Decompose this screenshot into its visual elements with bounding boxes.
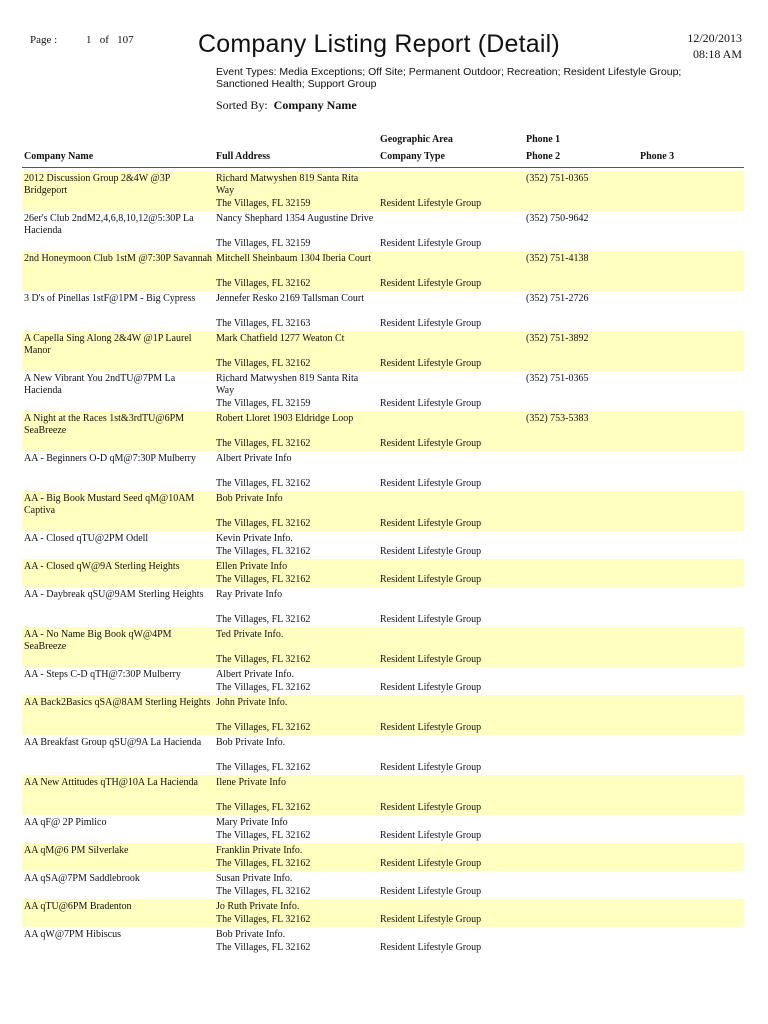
company-name-cell: AA qF@ 2P Pimlico [24, 817, 107, 828]
company-name-cell: AA New Attitudes qTH@10A La Hacienda [24, 777, 198, 788]
address-cell: Susan Private Info. [216, 873, 293, 884]
company-name-cell: AA qW@7PM Hibiscus [24, 929, 121, 940]
table-row [22, 815, 744, 843]
table-row [22, 843, 744, 871]
col-phone3: Phone 3 [640, 151, 675, 162]
col-company-name: Company Name [24, 151, 94, 162]
col-company-type: Company Type [380, 151, 445, 162]
table-row [22, 451, 744, 491]
city-cell: The Villages, FL 32159 [216, 398, 311, 409]
table-row [22, 411, 744, 451]
address-cell: Mary Private Info [216, 817, 288, 828]
city-cell: The Villages, FL 32162 [216, 546, 311, 557]
company-name-cell: AA Breakfast Group qSU@9A La Hacienda [24, 737, 202, 748]
page-current: 1 [86, 34, 92, 46]
company-name-cell: AA qSA@7PM Saddlebrook [24, 873, 140, 884]
company-type-cell: Resident Lifestyle Group [380, 574, 482, 585]
company-name-cell: A Capella Sing Along 2&4W @1P Laurel Manor [24, 333, 192, 356]
phone-cell: (352) 751-0365 [526, 173, 589, 184]
table-row [22, 291, 744, 331]
phone-cell: (352) 751-4138 [526, 253, 589, 264]
city-cell: The Villages, FL 32162 [216, 942, 311, 953]
table-row [22, 695, 744, 735]
page-total: 107 [117, 34, 134, 46]
col-geographic-area: Geographic Area [380, 134, 453, 145]
company-name-cell: AA - Steps C-D qTH@7:30P Mulberry [24, 669, 181, 680]
sorted-label: Sorted By: [216, 98, 268, 112]
page-of: of [99, 34, 109, 46]
company-name-cell: 3 D's of Pinellas 1stF@1PM - Big Cypress [24, 293, 196, 304]
event-types: Event Types: Media Exceptions; Off Site; Permanent Outdoor; Recreation; Resident Lifestyle Group; Sanctioned Health; Support Group [216, 66, 682, 90]
table-row [22, 627, 744, 667]
company-name-cell: 26er's Club 2ndM2,4,6,8,10,12@5:30P La Hacienda [24, 213, 194, 236]
col-full-address: Full Address [216, 151, 270, 162]
company-type-cell: Resident Lifestyle Group [380, 942, 482, 953]
address-cell: Ellen Private Info [216, 561, 288, 572]
page-label [30, 34, 61, 46]
company-type-cell: Resident Lifestyle Group [380, 318, 482, 329]
table-row [22, 531, 744, 559]
company-type-cell: Resident Lifestyle Group [380, 914, 482, 925]
city-cell: The Villages, FL 32162 [216, 478, 311, 489]
address-cell: Bob Private Info. [216, 737, 286, 748]
table-row [22, 211, 744, 251]
city-cell: The Villages, FL 32162 [216, 574, 311, 585]
table-row [22, 491, 744, 531]
company-type-cell: Resident Lifestyle Group [380, 802, 482, 813]
table-row [22, 899, 744, 927]
city-cell: The Villages, FL 32163 [216, 318, 311, 329]
city-cell: The Villages, FL 32162 [216, 682, 311, 693]
address-cell: Robert Lloret 1903 Eldridge Loop [216, 413, 354, 424]
table-row [22, 371, 744, 411]
company-name-cell: AA qM@6 PM Silverlake [24, 845, 129, 856]
address-cell: Bob Private Info. [216, 929, 286, 940]
phone-cell: (352) 751-3892 [526, 333, 589, 344]
company-type-cell: Resident Lifestyle Group [380, 278, 482, 289]
company-type-cell: Resident Lifestyle Group [380, 614, 482, 625]
company-name-cell: A New Vibrant You 2ndTU@7PM La Hacienda [24, 373, 176, 396]
city-cell: The Villages, FL 32162 [216, 914, 311, 925]
page-label-text: Page : [30, 34, 58, 46]
address-cell: Ray Private Info [216, 589, 283, 600]
company-type-cell: Resident Lifestyle Group [380, 398, 482, 409]
address-cell: Albert Private Info. [216, 669, 295, 680]
company-type-cell: Resident Lifestyle Group [380, 546, 482, 557]
company-type-cell: Resident Lifestyle Group [380, 198, 482, 209]
city-cell: The Villages, FL 32162 [216, 358, 311, 369]
address-cell: Albert Private Info [216, 453, 292, 464]
report-time: 08:18 AM [692, 47, 742, 61]
table-row [22, 587, 744, 627]
company-name-cell: AA - Daybreak qSU@9AM Sterling Heights [24, 589, 204, 600]
company-name-cell: AA - Beginners O-D qM@7:30P Mulberry [24, 453, 196, 464]
address-cell: Ilene Private Info [216, 777, 286, 788]
address-cell: Richard Matwyshen 819 Santa Rita Way [216, 373, 359, 396]
page-number [86, 34, 134, 46]
address-cell: John Private Info. [216, 697, 288, 708]
address-cell: Bob Private Info [216, 493, 283, 504]
company-name-cell: 2012 Discussion Group 2&4W @3P Bridgeport [24, 173, 170, 196]
address-cell: Mark Chatfield 1277 Weaton Ct [216, 333, 345, 344]
company-type-cell: Resident Lifestyle Group [380, 654, 482, 665]
company-type-cell: Resident Lifestyle Group [380, 858, 482, 869]
table-row [22, 251, 744, 291]
company-name-cell: AA - No Name Big Book qW@4PM SeaBreeze [24, 629, 172, 652]
phone-cell: (352) 750-9642 [526, 213, 589, 224]
table-row [22, 735, 744, 775]
address-cell: Nancy Shephard 1354 Augustine Drive [216, 213, 374, 224]
city-cell: The Villages, FL 32162 [216, 830, 311, 841]
company-type-cell: Resident Lifestyle Group [380, 238, 482, 249]
company-type-cell: Resident Lifestyle Group [380, 682, 482, 693]
city-cell: The Villages, FL 32162 [216, 518, 311, 529]
city-cell: The Villages, FL 32162 [216, 858, 311, 869]
sorted-value: Company Name [273, 98, 357, 112]
table-row [22, 559, 744, 587]
address-cell: Jo Ruth Private Info. [216, 901, 300, 912]
report-date: 12/20/2013 [687, 31, 742, 45]
address-cell: Franklin Private Info. [216, 845, 303, 856]
city-cell: The Villages, FL 32159 [216, 238, 311, 249]
report-title: Company Listing Report (Detail) [198, 30, 560, 58]
address-cell: Jennefer Resko 2169 Tallsman Court [216, 293, 364, 304]
company-type-cell: Resident Lifestyle Group [380, 358, 482, 369]
company-name-cell: AA qTU@6PM Bradenton [24, 901, 132, 912]
address-cell: Richard Matwyshen 819 Santa Rita Way [216, 173, 359, 196]
city-cell: The Villages, FL 32162 [216, 614, 311, 625]
company-type-cell: Resident Lifestyle Group [380, 438, 482, 449]
city-cell: The Villages, FL 32162 [216, 802, 311, 813]
city-cell: The Villages, FL 32162 [216, 722, 311, 733]
col-phone1: Phone 1 [526, 134, 561, 145]
table-row [22, 871, 744, 899]
city-cell: The Villages, FL 32162 [216, 278, 311, 289]
sorted-by [216, 98, 357, 113]
company-name-cell: A Night at the Races 1st&3rdTU@6PM SeaBreeze [24, 413, 185, 436]
address-cell: Ted Private Info. [216, 629, 284, 640]
address-cell: Kevin Private Info. [216, 533, 293, 544]
company-type-cell: Resident Lifestyle Group [380, 478, 482, 489]
company-type-cell: Resident Lifestyle Group [380, 762, 482, 773]
company-type-cell: Resident Lifestyle Group [380, 722, 482, 733]
phone-cell: (352) 751-2726 [526, 293, 589, 304]
company-name-cell: AA - Big Book Mustard Seed qM@10AM Captiva [24, 493, 195, 516]
address-cell: Mitchell Sheinbaum 1304 Iberia Court [216, 253, 371, 264]
table-row [22, 775, 744, 815]
header-divider [22, 167, 744, 168]
company-name-cell: 2nd Honeymoon Club 1stM @7:30P Savannah [24, 253, 213, 264]
city-cell: The Villages, FL 32162 [216, 654, 311, 665]
company-name-cell: AA Back2Basics qSA@8AM Sterling Heights [24, 697, 211, 708]
company-type-cell: Resident Lifestyle Group [380, 518, 482, 529]
city-cell: The Villages, FL 32162 [216, 438, 311, 449]
city-cell: The Villages, FL 32162 [216, 886, 311, 897]
phone-cell: (352) 751-0365 [526, 373, 589, 384]
table-row [22, 667, 744, 695]
phone-cell: (352) 753-5383 [526, 413, 589, 424]
city-cell: The Villages, FL 32162 [216, 762, 311, 773]
company-type-cell: Resident Lifestyle Group [380, 830, 482, 841]
company-type-cell: Resident Lifestyle Group [380, 886, 482, 897]
company-name-cell: AA - Closed qW@9A Sterling Heights [24, 561, 180, 572]
report-datetime [687, 30, 742, 62]
table-row [22, 331, 744, 371]
col-phone2: Phone 2 [526, 151, 561, 162]
table-row [22, 171, 744, 211]
city-cell: The Villages, FL 32159 [216, 198, 311, 209]
company-name-cell: AA - Closed qTU@2PM Odell [24, 533, 149, 544]
table-row [22, 927, 744, 955]
